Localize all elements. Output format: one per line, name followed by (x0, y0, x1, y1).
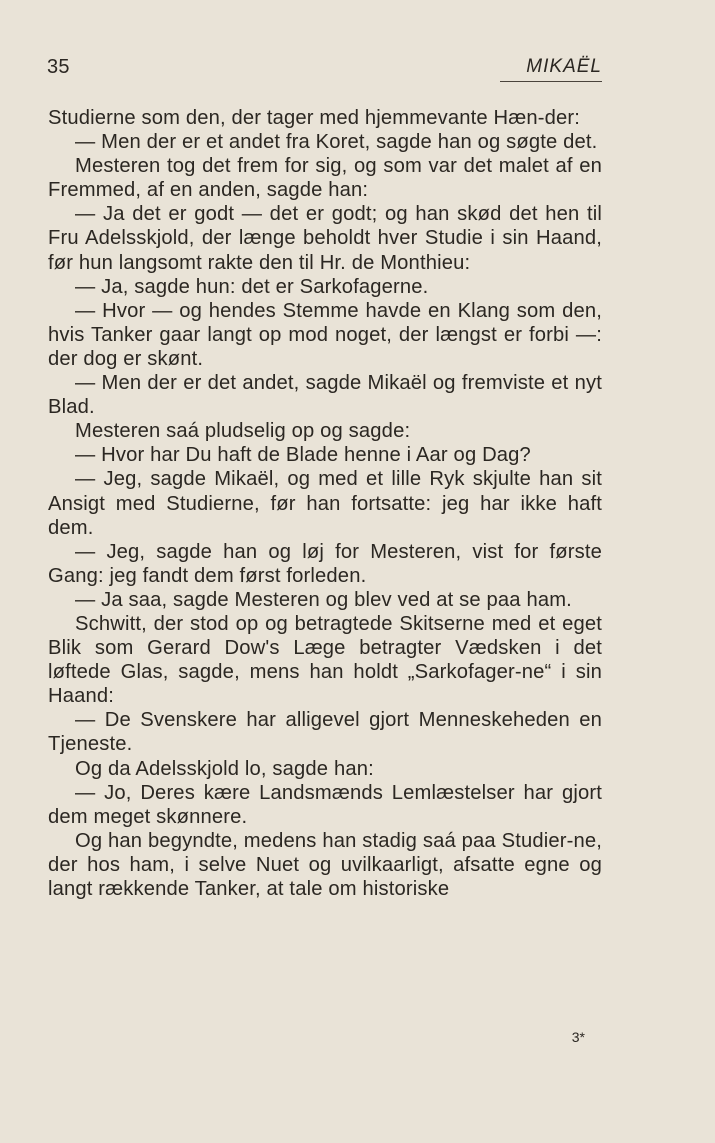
paragraph: — Jeg, sagde han og løj for Mesteren, vist for første Gang: jeg fandt dem først forleden. (48, 540, 602, 587)
paragraph: — Men der er et andet fra Koret, sagde han og søgte det. (75, 131, 598, 154)
page-header (0, 56, 715, 84)
paragraph: — Ja det er godt — det er godt; og han skød det hen til Fru Adelsskjold, der længe beholdt hver Studie i sin Haand, før hun langsomt rakte den til Hr. de Monthieu: (48, 203, 602, 274)
paragraph: — Men der er det andet, sagde Mikaël og fremviste et nyt Blad. (48, 372, 602, 419)
paragraph: Schwitt, der stod op og betragtede Skitserne med et eget Blik som Gerard Dow's Læge betragter Vædsken i det løftede Glas, sagde, mens han holdt „Sarkofager-ne“ i sin Haand: (48, 612, 602, 708)
paragraph: — Hvor — og hendes Stemme havde en Klang som den, hvis Tanker gaar langt op mod noget, der længst er forbi —: der dog er skønt. (48, 299, 602, 370)
paragraph: Studierne som den, der tager med hjemmevante Hæn-der: (48, 107, 580, 129)
paragraph: Mesteren tog det frem for sig, og som var det malet af en Fremmed, af en anden, sagde han: (48, 155, 602, 202)
page-number: 35 (47, 56, 70, 78)
paragraph: — Jo, Deres kære Landsmænds Lemlæstelser har gjort dem meget skønnere. (48, 781, 602, 828)
running-head: MIKAËL (526, 56, 602, 77)
paragraph: Og han begyndte, medens han stadig saá paa Studier-ne, der hos ham, i selve Nuet og uvilkaarligt, afsatte egne og langt rækkende Tanker, at tale om historiske (48, 829, 602, 900)
paragraph: — Jeg, sagde Mikaël, og med et lille Ryk skjulte han sit Ansigt med Studierne, før han fortsatte: jeg har ikke haft dem. (48, 468, 602, 539)
paragraph: — De Svenskere har alligevel gjort Menneskeheden en Tjeneste. (48, 709, 602, 756)
paragraph: Mesteren saá pludselig op og sagde: (75, 420, 411, 443)
paragraph: — Hvor har Du haft de Blade henne i Aar og Dag? (75, 444, 531, 467)
header-rule (500, 81, 602, 82)
paragraph: Og da Adelsskjold lo, sagde han: (75, 757, 374, 780)
paragraph: — Ja, sagde hun: det er Sarkofagerne. (75, 275, 429, 298)
paragraph: — Ja saa, sagde Mesteren og blev ved at se paa ham. (75, 588, 572, 611)
signature-mark: 3* (571, 1029, 585, 1045)
body-text (48, 106, 602, 901)
